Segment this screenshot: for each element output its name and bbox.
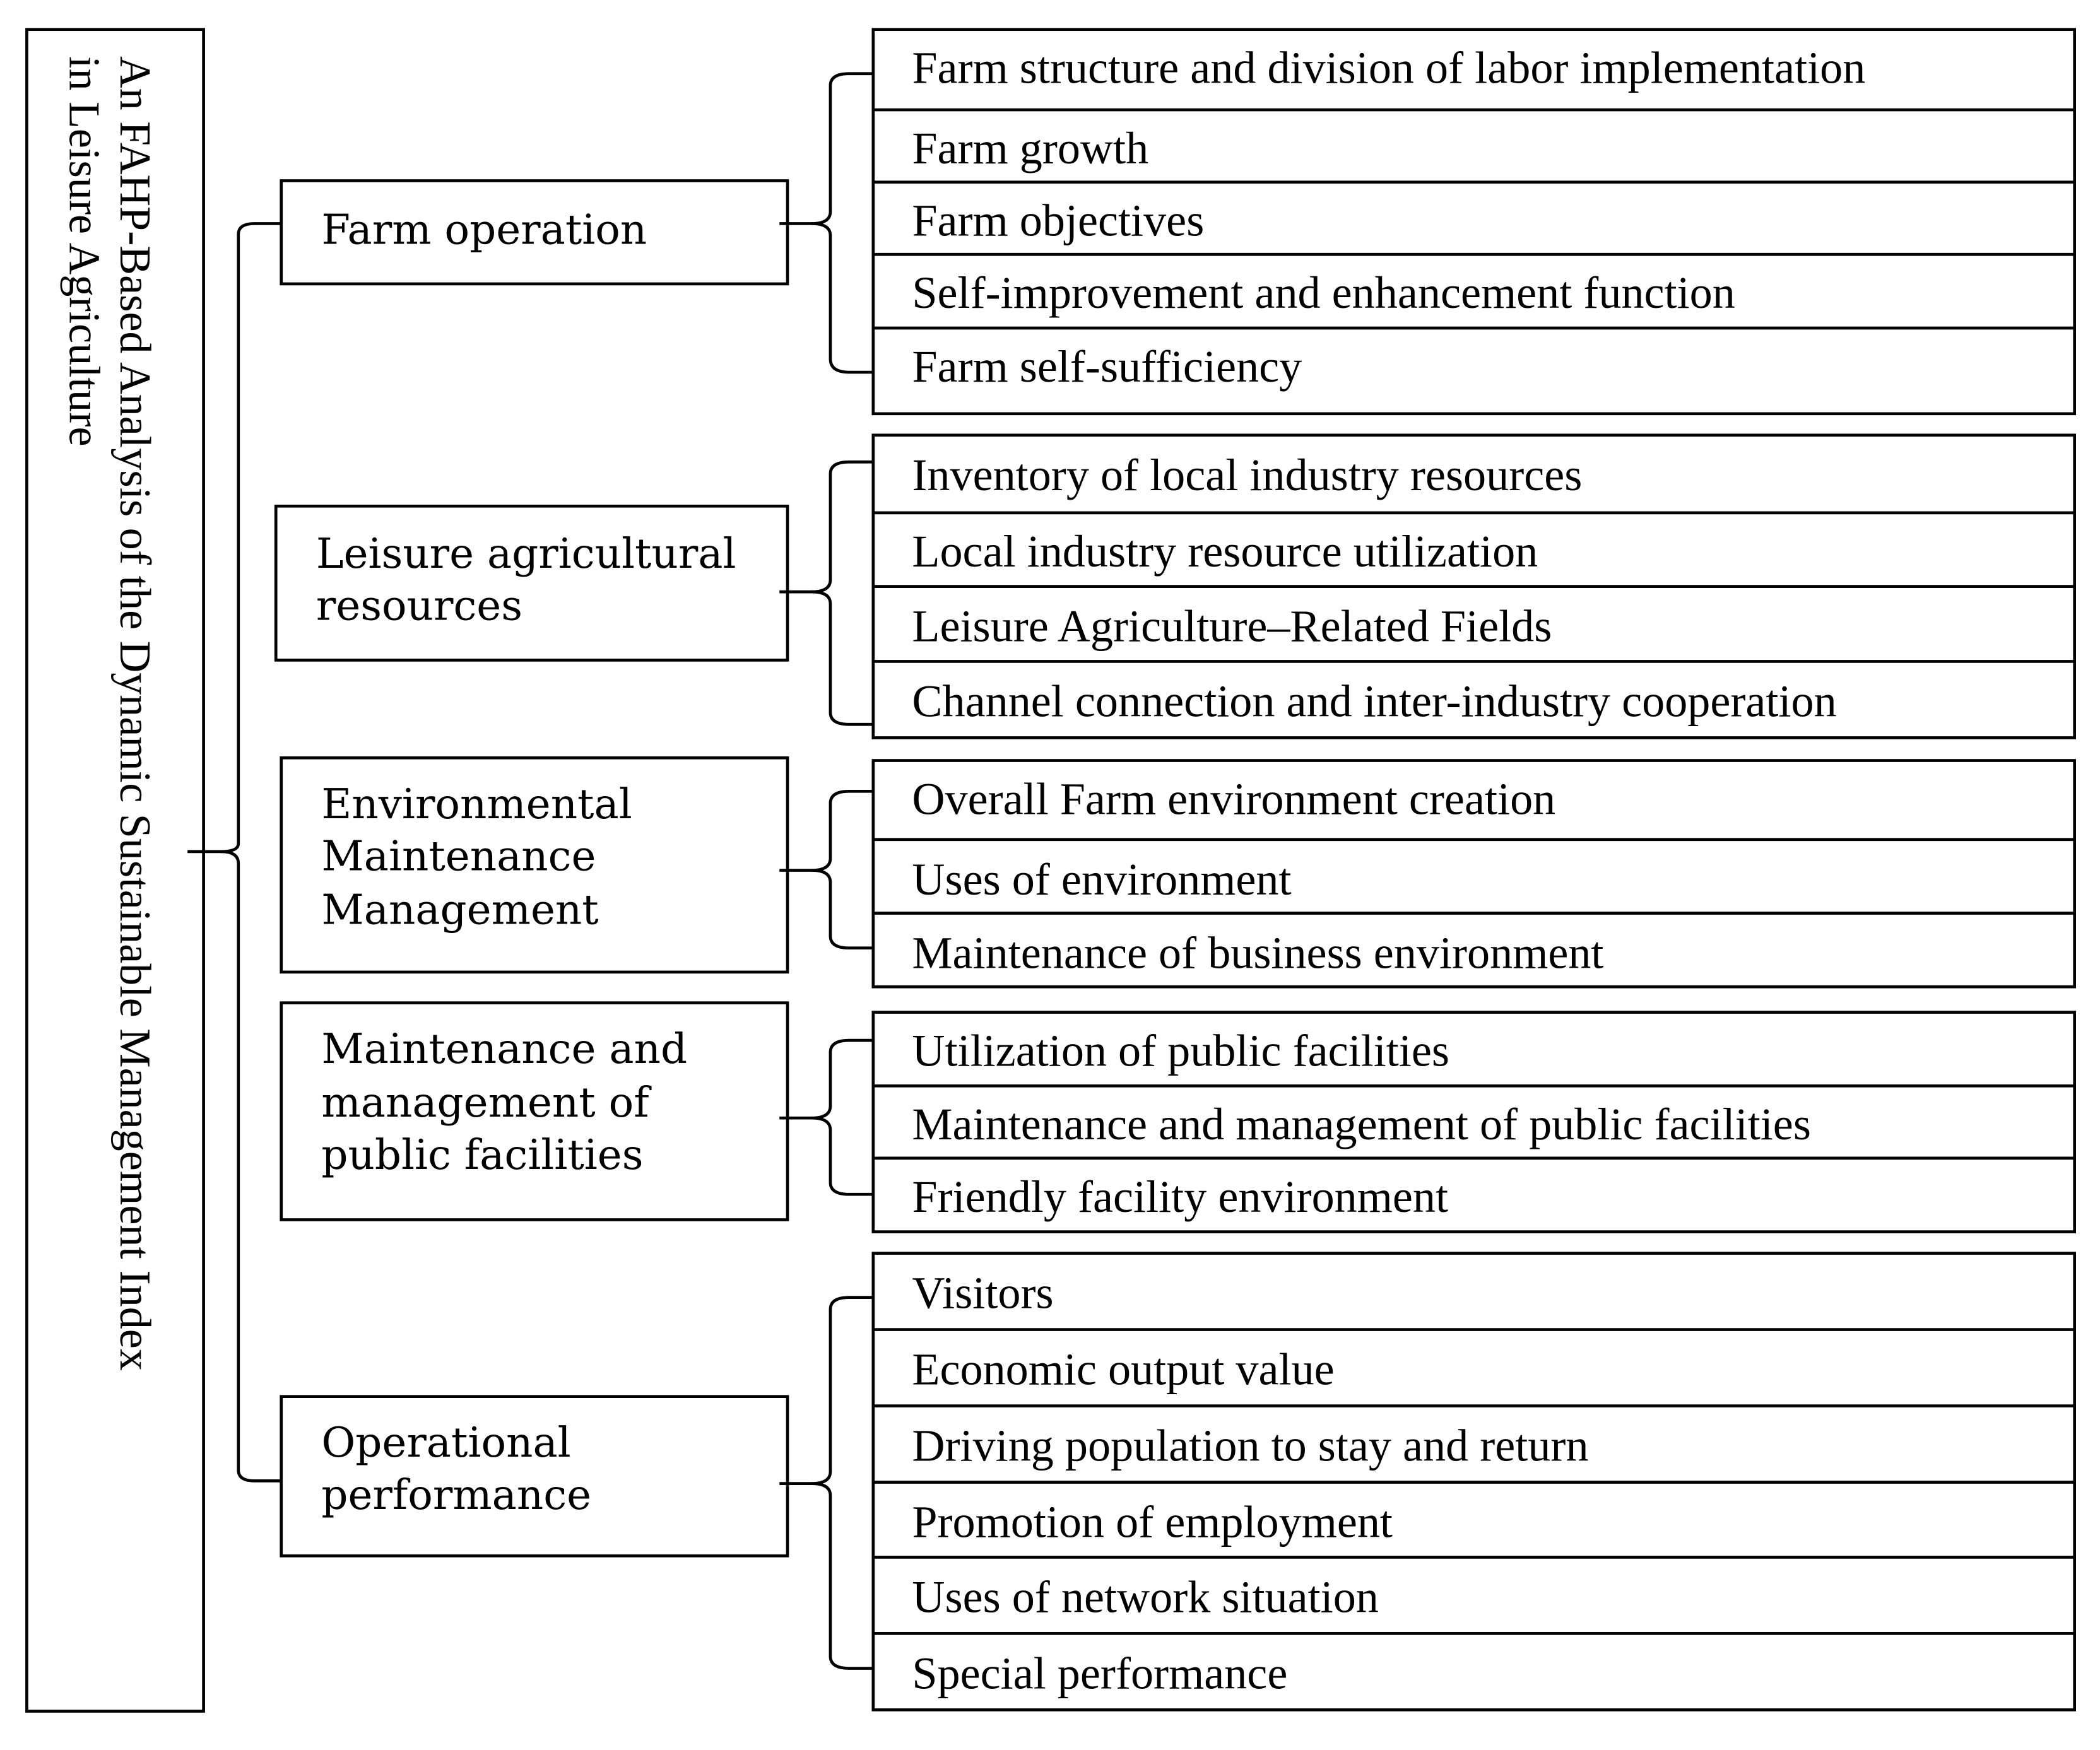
indicator-item: Uses of environment xyxy=(912,854,1292,905)
criterion-label: Environmental xyxy=(321,779,632,828)
criterion-label: Maintenance xyxy=(321,831,596,881)
indicator-item: Self-improvement and enhancement function xyxy=(912,267,1735,319)
criterion-farm-operation xyxy=(281,74,873,372)
indicator-item: Channel connection and inter-industry cooperation xyxy=(912,676,1837,727)
indicator-item: Visitors xyxy=(912,1267,1054,1318)
indicator-item: Utilization of public facilities xyxy=(912,1025,1450,1076)
indicator-item: Farm self-sufficiency xyxy=(912,341,1302,392)
indicator-item: Special performance xyxy=(912,1648,1288,1699)
criterion-public-facilities xyxy=(281,1003,873,1220)
indicator-item: Uses of network situation xyxy=(912,1571,1379,1623)
indicator-group-public-facilities xyxy=(873,1013,2075,1232)
criterion-label: performance xyxy=(321,1470,592,1519)
indicator-item: Maintenance of business environment xyxy=(912,927,1604,978)
indicator-group-operational-performance xyxy=(873,1254,2075,1710)
indicator-group-farm-operation xyxy=(873,30,2075,414)
criterion-label: Operational xyxy=(321,1418,571,1467)
indicator-item: Inventory of local industry resources xyxy=(912,449,1583,500)
indicator-group-environmental-maintenance xyxy=(873,761,2075,987)
criterion-label: Leisure agricultural xyxy=(316,529,736,578)
indicator-group-leisure-agricultural-resources xyxy=(873,435,2075,738)
criterion-label: resources xyxy=(316,581,522,630)
indicator-item: Local industry resource utilization xyxy=(912,526,1538,577)
indicator-item: Promotion of employment xyxy=(912,1496,1393,1547)
indicator-item: Farm structure and division of labor implementation xyxy=(912,42,1866,93)
criterion-operational-performance xyxy=(281,1298,873,1669)
indicator-item: Farm objectives xyxy=(912,195,1205,246)
root-title-line-1: An FAHP-Based Analysis of the Dynamic Sustainable Management Index xyxy=(110,56,160,1371)
indicator-item: Maintenance and management of public facilities xyxy=(912,1099,1811,1150)
indicator-item: Economic output value xyxy=(912,1344,1335,1395)
criterion-label: Management xyxy=(321,885,599,934)
indicator-item: Leisure Agriculture–Related Fields xyxy=(912,601,1552,652)
indicator-item: Friendly facility environment xyxy=(912,1171,1449,1222)
indicator-item: Farm growth xyxy=(912,122,1149,173)
root-node xyxy=(27,30,203,1712)
root-title-line-2: in Leisure Agriculture xyxy=(59,56,109,447)
criterion-leisure-agricultural-resources xyxy=(276,462,873,724)
criterion-environmental-maintenance-management xyxy=(281,758,873,972)
criterion-label: Maintenance and xyxy=(321,1025,688,1074)
indicator-item: Driving population to stay and return xyxy=(912,1420,1589,1471)
criterion-label: management of xyxy=(321,1078,649,1127)
criterion-label: public facilities xyxy=(321,1130,644,1179)
criterion-label: Farm operation xyxy=(321,205,647,254)
indicator-item: Overall Farm environment creation xyxy=(912,773,1556,825)
